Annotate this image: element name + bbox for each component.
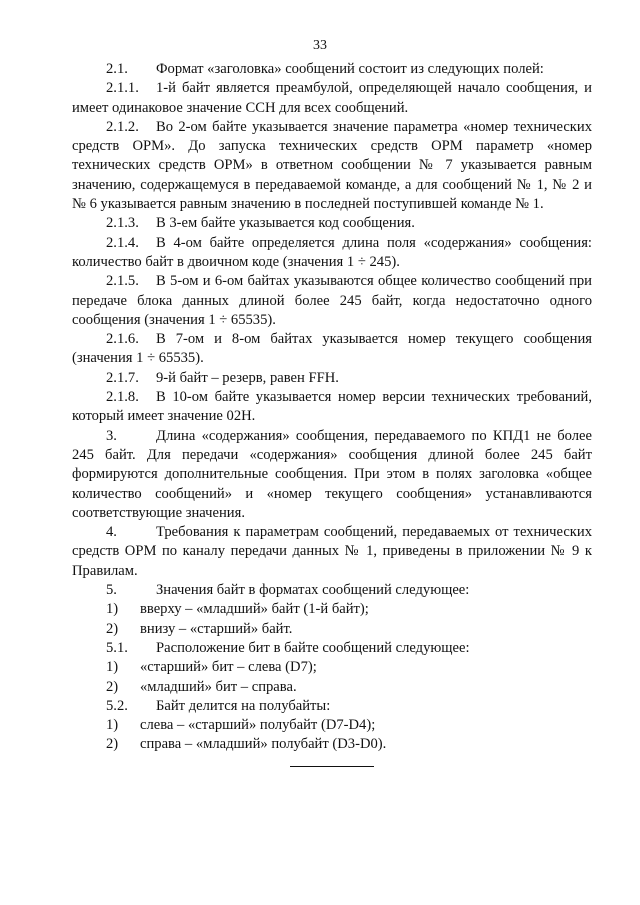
item-text: вверху – «младший» байт (1-й байт); (140, 601, 369, 618)
item-text: «младший» бит – справа. (140, 678, 297, 695)
value-list (72, 581, 592, 755)
paragraph (72, 214, 592, 233)
list-item (72, 716, 592, 735)
paragraph (72, 234, 592, 273)
paragraph (72, 330, 592, 369)
paragraph-number: 2.1.6. (106, 331, 139, 348)
item-text: Расположение бит в байте сообщений следующее: (156, 639, 470, 656)
paragraph-text: 1-й байт является преамбулой, определяющей начало сообщения, и имеет одинаковое значение ССН для всех сообщений. (72, 80, 592, 116)
paragraph-number: 2.1. (106, 61, 128, 77)
paragraph (72, 388, 592, 427)
paragraph-number: 2.1.8. (106, 389, 139, 406)
paragraph (72, 118, 592, 214)
section-item (72, 639, 592, 658)
item-number: 2) (106, 678, 119, 695)
paragraph (72, 60, 592, 79)
item-text: Значения байт в форматах сообщений следующее: (156, 582, 470, 599)
list-item (72, 620, 592, 639)
paragraph (72, 79, 592, 118)
list-item (72, 678, 592, 697)
paragraph-number: 2.1.5. (106, 273, 139, 290)
end-rule (290, 766, 374, 767)
paragraphs (72, 60, 592, 581)
item-text: «старший» бит – слева (D7); (140, 659, 317, 676)
paragraph-number: 2.1.4. (106, 234, 139, 251)
list-item (72, 735, 592, 754)
paragraph-text: Формат «заголовка» сообщений состоит из следующих полей: (156, 61, 544, 77)
item-number: 5. (106, 582, 117, 599)
item-number: 5.1. (106, 639, 128, 656)
paragraph-text: Требования к параметрам сообщений, передаваемых от технических средств ОРМ по каналу передачи данных № 1, приведены в приложении № 9 к Правилам. (72, 524, 592, 579)
item-number: 2) (106, 736, 119, 753)
paragraph-text: В 10-ом байте указывается номер версии технических требований, который имеет значение 02Н. (72, 389, 592, 425)
item-number: 1) (106, 717, 119, 734)
paragraph-text: В 4-ом байте определяется длина поля «содержания» сообщения: количество байт в двоичном коде (значения 1 ÷ 245). (72, 234, 592, 270)
section-item (72, 697, 592, 716)
item-number: 1) (106, 601, 119, 618)
paragraph-number: 2.1.2. (106, 118, 139, 135)
section-item (72, 581, 592, 600)
paragraph-number: 3. (106, 427, 117, 444)
paragraph-text: В 7-ом и 8-ом байтах указывается номер текущего сообщения (значения 1 ÷ 65535). (72, 331, 592, 367)
item-text: слева – «старший» полубайт (D7-D4); (140, 717, 376, 734)
item-text: справа – «младший» полубайт (D3-D0). (140, 736, 387, 753)
paragraph (72, 369, 592, 388)
document-body (72, 60, 592, 755)
paragraph (72, 523, 592, 581)
paragraph-number: 2.1.7. (106, 369, 139, 386)
page-number: 33 (313, 38, 327, 53)
paragraph-text: В 3-ем байте указывается код сообщения. (156, 215, 415, 232)
item-text: Байт делится на полубайты: (156, 697, 331, 714)
paragraph-text: Во 2-ом байте указывается значение параметра «номер технических средств ОРМ». До запуска технических средств ОРМ параметр «номер технических средств ОРМ» в ответном сообщении № 7 указывается равным значению, содержащемуся в передаваемой команде, а для сообщений № 1, № 2 и № 6 указывается равным значению в последней поступившей команде № 1. (72, 118, 592, 213)
item-number: 2) (106, 620, 119, 637)
paragraph-text: 9-й байт – резерв, равен FFH. (156, 369, 339, 386)
paragraph-number: 4. (106, 524, 117, 541)
paragraph (72, 272, 592, 330)
paragraph-number: 2.1.3. (106, 215, 139, 232)
item-number: 1) (106, 659, 119, 676)
list-item (72, 658, 592, 677)
item-text: внизу – «старший» байт. (140, 620, 293, 637)
paragraph (72, 427, 592, 523)
paragraph-number: 2.1.1. (106, 80, 139, 97)
paragraph-text: В 5-ом и 6-ом байтах указываются общее количество сообщений при передаче блока данных длиной более 245 байт, когда недостаточно одного сообщения (значения 1 ÷ 65535). (72, 273, 592, 328)
list-item (72, 600, 592, 619)
paragraph-text: Длина «содержания» сообщения, передаваемого по КПД1 не более 245 байт. Для передачи «содержания» сообщения длиной более 245 байт формируются дополнительные сообщения. При этом в полях заголовка «общее количество сообщений» и «номер текущего сообщения» устанавливаются соответствующие значения. (72, 427, 592, 521)
item-number: 5.2. (106, 697, 128, 714)
